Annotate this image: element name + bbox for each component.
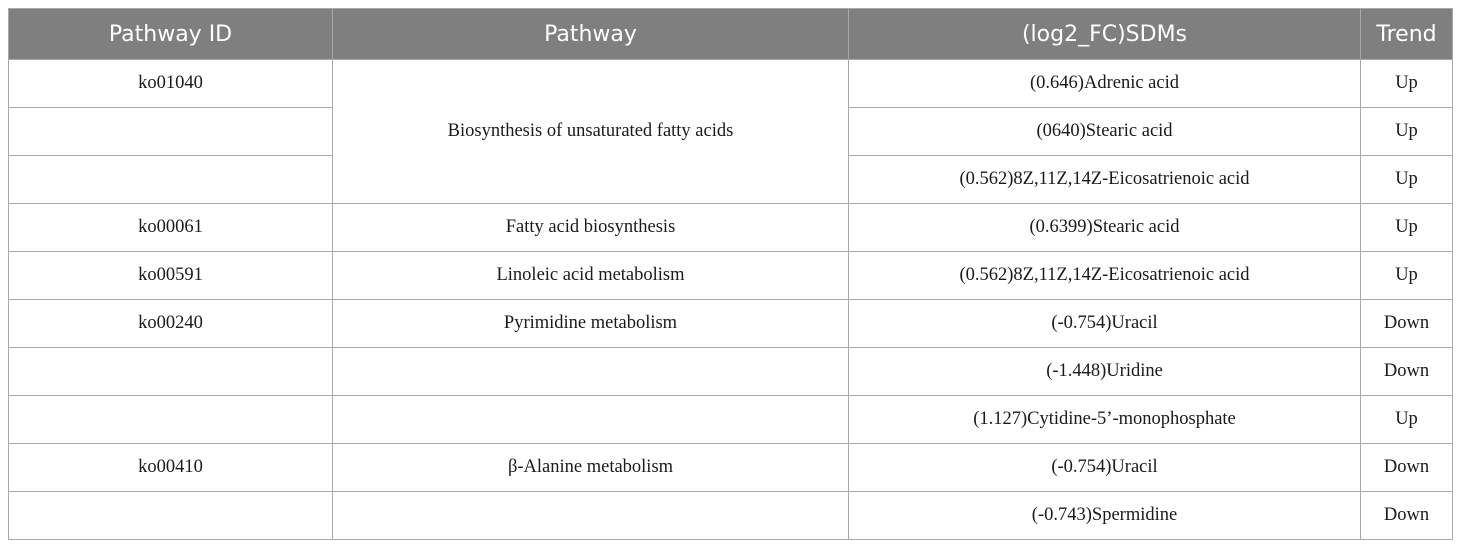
- trend-cell: Down: [1361, 348, 1453, 396]
- data-table-container: [8, 8, 1452, 540]
- trend-cell: Down: [1361, 492, 1453, 540]
- sdm-cell: (0.562)8Z,11Z,14Z-Eicosatrienoic acid: [849, 252, 1361, 300]
- sdm-cell: (0.646)Adrenic acid: [849, 60, 1361, 108]
- header-sdms: (log2_FC)SDMs: [849, 9, 1361, 60]
- table-row: [9, 396, 1453, 444]
- table-row: [9, 348, 1453, 396]
- pathway-cell: [333, 348, 849, 396]
- sdm-cell: (-1.448)Uridine: [849, 348, 1361, 396]
- trend-cell: Up: [1361, 108, 1453, 156]
- header-row: [9, 9, 1453, 60]
- table-row: [9, 492, 1453, 540]
- pathway-id-cell: [9, 348, 333, 396]
- sdm-cell: (0640)Stearic acid: [849, 108, 1361, 156]
- header-trend: Trend: [1361, 9, 1453, 60]
- pathway-cell: Fatty acid biosynthesis: [333, 204, 849, 252]
- sdm-cell: (0.562)8Z,11Z,14Z-Eicosatrienoic acid: [849, 156, 1361, 204]
- header-pathway: Pathway: [333, 9, 849, 60]
- pathway-table: [8, 8, 1453, 540]
- pathway-cell: β-Alanine metabolism: [333, 444, 849, 492]
- pathway-cell: Pyrimidine metabolism: [333, 300, 849, 348]
- pathway-id-cell: ko00410: [9, 444, 333, 492]
- sdm-cell: (-0.754)Uracil: [849, 444, 1361, 492]
- pathway-cell: Linoleic acid metabolism: [333, 252, 849, 300]
- trend-cell: Up: [1361, 204, 1453, 252]
- pathway-id-cell: ko00061: [9, 204, 333, 252]
- pathway-cell: [333, 396, 849, 444]
- pathway-cell: Biosynthesis of unsaturated fatty acids: [333, 60, 849, 204]
- sdm-cell: (0.6399)Stearic acid: [849, 204, 1361, 252]
- pathway-id-cell: [9, 396, 333, 444]
- table-row: [9, 444, 1453, 492]
- pathway-id-cell: ko00591: [9, 252, 333, 300]
- trend-cell: Down: [1361, 300, 1453, 348]
- table-row: [9, 300, 1453, 348]
- trend-cell: Up: [1361, 396, 1453, 444]
- table-row: [9, 204, 1453, 252]
- trend-cell: Up: [1361, 60, 1453, 108]
- table-row: [9, 60, 1453, 108]
- sdm-cell: (1.127)Cytidine-5’-monophosphate: [849, 396, 1361, 444]
- pathway-id-cell: [9, 108, 333, 156]
- sdm-cell: (-0.754)Uracil: [849, 300, 1361, 348]
- header-pathway-id: Pathway ID: [9, 9, 333, 60]
- sdm-cell: (-0.743)Spermidine: [849, 492, 1361, 540]
- trend-cell: Down: [1361, 444, 1453, 492]
- pathway-id-cell: [9, 492, 333, 540]
- table-row: [9, 252, 1453, 300]
- trend-cell: Up: [1361, 252, 1453, 300]
- pathway-id-cell: ko01040: [9, 60, 333, 108]
- trend-cell: Up: [1361, 156, 1453, 204]
- pathway-id-cell: ko00240: [9, 300, 333, 348]
- pathway-id-cell: [9, 156, 333, 204]
- pathway-cell: [333, 492, 849, 540]
